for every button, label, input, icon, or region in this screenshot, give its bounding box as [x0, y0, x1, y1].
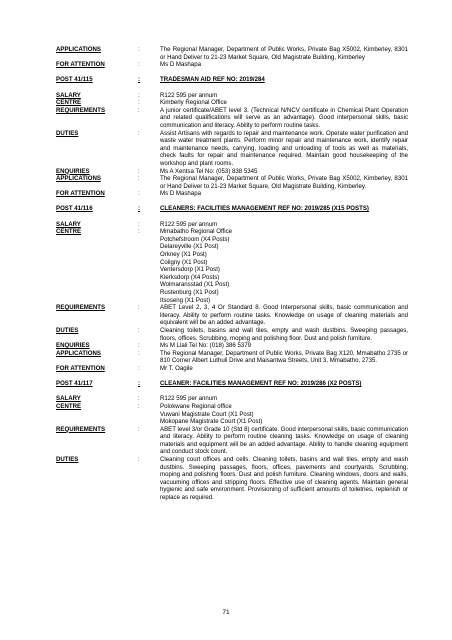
field-row	[56, 403, 408, 426]
header-gap	[56, 213, 408, 221]
field-value-line: Vuwani Magistrate Court (X1 Post)	[160, 410, 254, 418]
field-value-line: Orkney (X1 Post)	[160, 251, 207, 259]
field-row	[56, 107, 408, 130]
post-header	[56, 380, 408, 388]
section-gap	[56, 69, 408, 77]
field-value-line: Klerksdorp (X4 Posts)	[160, 273, 220, 281]
field-row	[56, 92, 408, 100]
field-value	[160, 99, 408, 107]
field-value-line: Ms D Mashapa	[160, 190, 201, 198]
field-value	[160, 228, 408, 304]
field-row	[56, 228, 408, 304]
separator: :	[138, 106, 140, 114]
separator: :	[138, 342, 140, 350]
page-number: 71	[222, 609, 230, 616]
field-label: FOR ATTENTION	[56, 61, 105, 69]
field-value	[160, 403, 408, 426]
field-value-line: R122 595 per annum	[160, 395, 218, 403]
field-value-line: Kimberly Regional Office	[160, 99, 227, 107]
field-label: ENQUIRIES	[56, 167, 90, 175]
separator: :	[138, 205, 141, 213]
field-value-line: The Regional Manager, Department of Public Works, Private Bag X120, Mmabatho 2735 or 810 Corner Albert Luthuli Drive and Maisantwa Streets, Unit 3, Mmabatho, 2735.	[160, 349, 408, 365]
field-value-line: R122 595 per annum	[160, 91, 218, 99]
field-label: APPLICATIONS	[56, 175, 101, 183]
field-label: REQUIREMENTS	[56, 106, 106, 114]
field-value-line: Ms M Llali Tel No: (018) 386 5379	[160, 342, 252, 350]
post-header	[56, 205, 408, 213]
field-value-line: Ventersdorp (X1 Post)	[160, 266, 220, 274]
field-row	[56, 456, 408, 502]
field-value-line: ABET Level 2, 3, 4 Or Standard 8. Good Interpersonal skills, basic communication and literacy. Ability to perform routine tasks. Knowledge on usage of cleaning materials and equivalent will be an added advantage.	[160, 304, 408, 327]
separator: :	[138, 129, 140, 137]
field-row	[56, 99, 408, 107]
separator: :	[138, 380, 141, 388]
separator: :	[138, 175, 140, 183]
field-row	[56, 61, 408, 69]
separator: :	[138, 76, 141, 84]
field-row	[56, 130, 408, 168]
field-value-line: R122 595 per annum	[160, 220, 218, 228]
field-row	[56, 395, 408, 403]
separator: :	[138, 402, 140, 410]
field-value-line: Cleaning toilets, basins and wall tiles, empty and wash dustbins. Sweeping passages, floors, offices. Scrubbing, moping and polishing floor. Dust and polish furniture.	[160, 326, 408, 342]
field-label: DUTIES	[56, 326, 79, 334]
field-value-line: The Regional Manager, Department of Public Works, Private Bag X5002, Kimberley, 8301 or Hand Deliver to 21-23 Market Square, Old Magistrate Building, Kimberley	[160, 46, 408, 61]
field-value	[160, 61, 408, 69]
field-label: REQUIREMENTS	[56, 304, 106, 312]
field-value-line: Wolmaransstad (X1 Post)	[160, 281, 230, 289]
field-value	[160, 342, 408, 350]
section-gap	[56, 373, 408, 381]
separator: :	[138, 190, 140, 198]
field-value	[160, 456, 408, 502]
separator: :	[138, 91, 140, 99]
field-value	[160, 327, 408, 342]
separator: :	[138, 46, 140, 53]
field-value	[160, 92, 408, 100]
field-value	[160, 130, 408, 168]
field-row	[56, 365, 408, 373]
header-gap	[56, 84, 408, 92]
field-value	[160, 365, 408, 373]
field-row	[56, 46, 408, 61]
field-value	[160, 46, 408, 61]
field-row	[56, 175, 408, 190]
field-value	[160, 107, 408, 130]
field-label: APPLICATIONS	[56, 349, 101, 357]
field-value-line: Mokopane Magistrate Court (X1 Post)	[160, 418, 263, 426]
field-label: SALARY	[56, 395, 81, 403]
field-value	[160, 190, 408, 198]
field-value	[160, 175, 408, 190]
separator: :	[138, 228, 140, 236]
field-label: CENTRE	[56, 99, 82, 107]
separator: :	[138, 99, 140, 107]
header-gap	[56, 388, 408, 396]
field-value-line: The Regional Manager, Department of Public Works, Private Bag X5002, Kimberley, 8301 or Hand Deliver to 21-23 Market Square, Old Magistrate Building, Kimberley.	[160, 175, 408, 190]
post-title: CLEANER: FACILITIES MANAGEMENT REF NO: 2019/286 (X2 POSTS)	[160, 380, 362, 388]
field-label: CENTRE	[56, 228, 82, 236]
field-value-line: ABET level 3/or Grade 10 (Std 8) certificate. Good interpersonal skills, basic communication and literacy. Ability to perform routine cleaning tasks. Knowledge on usage of cleaning materials and equipment will be an added advantage. Ability to handle cleaning equipment and conduct stock count.	[160, 425, 408, 456]
field-label: REQUIREMENTS	[56, 425, 106, 433]
field-label: FOR ATTENTION	[56, 190, 105, 198]
field-row	[56, 350, 408, 365]
field-value	[160, 304, 408, 327]
field-value	[160, 395, 408, 403]
field-value	[160, 221, 408, 229]
separator: :	[138, 349, 140, 357]
field-label: SALARY	[56, 91, 81, 99]
separator: :	[138, 61, 140, 69]
post-header	[56, 76, 408, 84]
field-label: DUTIES	[56, 456, 79, 464]
field-value-line: Mr T. Oagile	[160, 364, 193, 372]
field-value-line: Potchefstroom (X4 Posts)	[160, 235, 230, 243]
field-row	[56, 327, 408, 342]
field-value-line: Ms A Xentsa Tel No: (053) 838 5345	[160, 167, 258, 175]
post-number: POST 41/116	[56, 205, 93, 213]
post-title: CLEANERS: FACILITIES MANAGEMENT REF NO: 2019/285 (X15 POSTS)	[160, 205, 369, 213]
section-gap	[56, 198, 408, 206]
field-row	[56, 168, 408, 176]
separator: :	[138, 425, 140, 433]
separator: :	[138, 364, 140, 372]
field-value-line: A junior certificate/ABET level 3. (Technical N/NCV certificate in Chemical Plant Operation and related qualifications will serve as an advantage). Good interpersonal skills, basic communication and literacy. Ability to perform routine tasks.	[160, 106, 408, 129]
field-value-line: Ms D Mashapa	[160, 61, 201, 69]
field-row	[56, 426, 408, 456]
field-label: APPLICATIONS	[56, 46, 101, 53]
document-body	[56, 46, 408, 502]
field-label: CENTRE	[56, 402, 82, 410]
field-label: FOR ATTENTION	[56, 364, 105, 372]
field-value-line: Delareyville (X1 Post)	[160, 243, 219, 251]
field-value-line: Polokwane Regional office	[160, 402, 232, 410]
field-label: ENQUIRIES	[56, 342, 90, 350]
field-value-line: Cleaning court offices and cells. Cleaning toilets, basins and wall tiles, empty and wash dustbins. Sweeping passages, floors, offices, pavements and courtyards. Scrubbing, moping and polishing floors. Dust and polish furniture. Cleaning windows, doors and walls, vacuuming offices and stripping floors. Effective use of cleaning agents. Maintain general hygienic and safe environment. Provisioning of sufficient amounts of toiletries, replenish or replace as required.	[160, 456, 408, 502]
field-label: SALARY	[56, 220, 81, 228]
separator: :	[138, 167, 140, 175]
field-row	[56, 304, 408, 327]
field-value-line: Itsoseng (X1 Post)	[160, 296, 211, 304]
field-row	[56, 342, 408, 350]
post-number: POST 41/115	[56, 76, 93, 84]
field-value-line: Assist Artisans with regards to repair and maintenance work. Operate water purification and waste water treatment plants. Perform minor repair and maintenance work, identify repair and maintenance needs, carrying, loading and unloading of tools as well as materials, check faults for repair and maintenance required. Maintain good housekeeping of the workshop and plant rooms.	[160, 129, 408, 167]
separator: :	[138, 326, 140, 334]
field-value-line: Coligny (X1 Post)	[160, 258, 208, 266]
separator: :	[138, 304, 140, 312]
post-number: POST 41/117	[56, 380, 93, 388]
separator: :	[138, 220, 140, 228]
field-row	[56, 221, 408, 229]
field-value-line: Mmabatho Regional Office	[160, 228, 233, 236]
field-label: DUTIES	[56, 129, 79, 137]
separator: :	[138, 395, 140, 403]
field-row	[56, 190, 408, 198]
field-value	[160, 168, 408, 176]
field-value-line: Rustenburg (X1 Post)	[160, 289, 219, 296]
post-title: TRADESMAN AID REF NO: 2019/284	[160, 76, 265, 84]
field-value	[160, 426, 408, 456]
field-value	[160, 350, 408, 365]
separator: :	[138, 456, 140, 464]
